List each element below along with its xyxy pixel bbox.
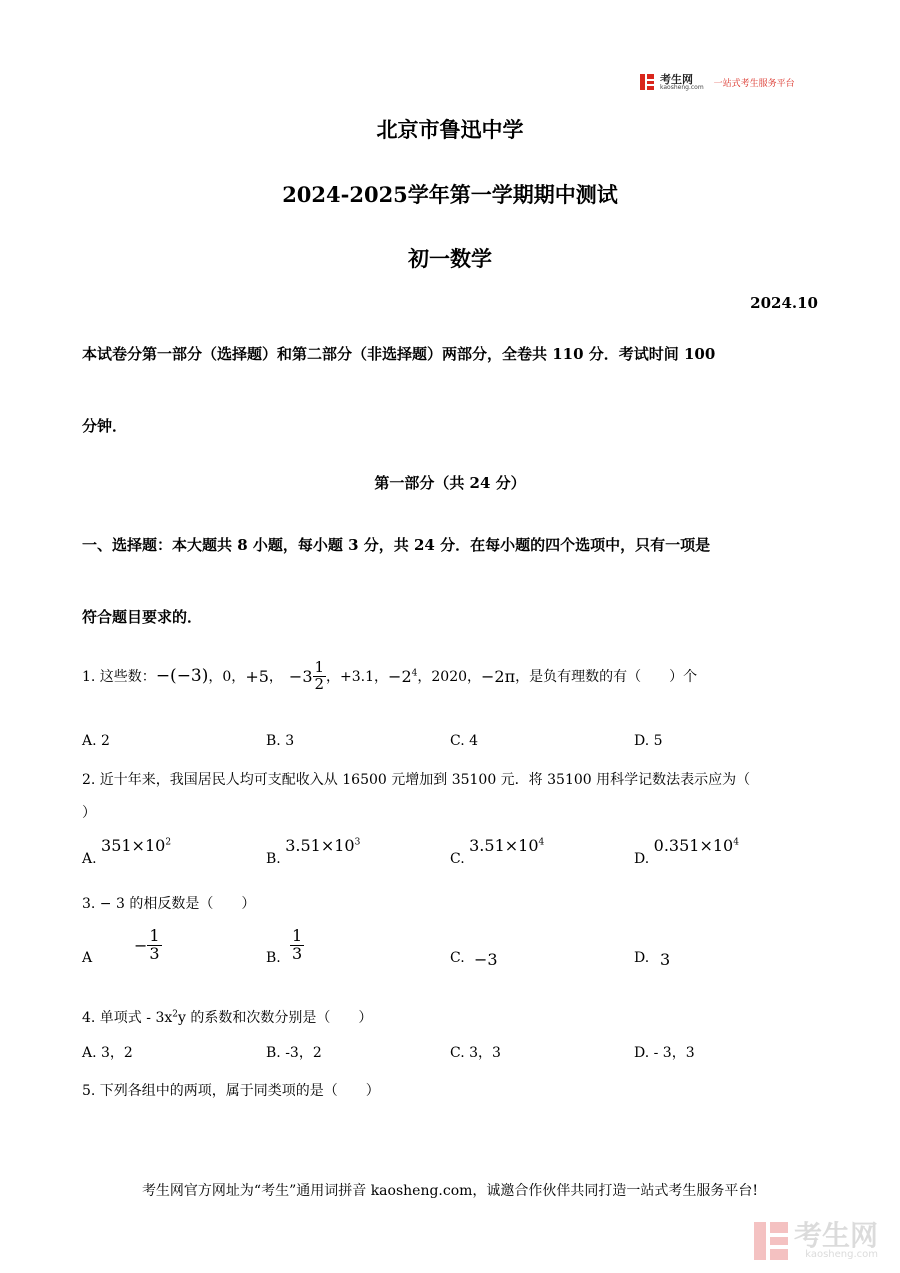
part-one-heading: 第一部分（共 24 分）	[374, 474, 526, 492]
exam-date: 2024.10	[750, 294, 818, 312]
watermark-brand: 考生网	[793, 1219, 878, 1252]
q3-option-b-denominator: 3	[292, 943, 303, 963]
kaosheng-logo-icon	[640, 74, 654, 90]
q1-frac-numerator: 1	[314, 658, 325, 676]
q3-option-b	[290, 928, 304, 963]
q2-option-c-label: C.	[450, 851, 465, 867]
q2-option-b-exp: 3	[354, 837, 361, 848]
subject-title: 初一数学	[408, 246, 492, 271]
q4-option-d: D. - 3，3	[634, 1045, 695, 1061]
q3-option-b-numerator: 1	[292, 926, 303, 945]
section-one-line-1: 一、选择题：本大题共 8 小题，每小题 3 分，共 24 分．在每小题的四个选项中，只有一项是	[82, 536, 711, 554]
question-5-stem: 5. 下列各组中的两项，属于同类项的是（ ）	[82, 1083, 380, 1099]
q1-number-5-exp: 4	[411, 668, 418, 679]
q2-option-b-base: 3.51×10	[285, 836, 355, 855]
q1-number-5-base: −2	[388, 666, 412, 686]
logo-domain: kaosheng.com	[660, 83, 704, 91]
q1-number-3-int: −3	[288, 666, 313, 686]
question-2-stem-line-1: 2. 近十年来，我国居民人均可支配收入从 16500 元增加到 35100 元．将 35100 用科学记数法表示应为（	[82, 772, 751, 788]
q3-option-a	[134, 928, 162, 963]
q2-option-b	[266, 836, 361, 867]
q3-option-b-label: B.	[266, 950, 281, 966]
q1-option-b: B. 3	[266, 733, 295, 749]
q1-sep-3: ，+3.1，	[326, 669, 389, 686]
question-4-stem	[82, 1007, 372, 1027]
q2-option-c-base: 3.51×10	[469, 836, 539, 855]
q1-option-a: A. 2	[82, 733, 110, 749]
q1-option-c: C. 4	[450, 733, 479, 749]
q2-option-d-label: D.	[634, 851, 650, 867]
q1-number-3-fraction	[313, 660, 327, 693]
q3-option-a-label: A	[82, 950, 93, 966]
exam-title: 2024-2025学年第一学期期中测试	[282, 182, 618, 207]
q2-option-d-exp: 4	[733, 837, 739, 848]
q3-option-a-sign: −	[134, 935, 148, 955]
section-one-line-2: 符合题目要求的．	[82, 608, 203, 626]
logo-slogan: 一站式考生服务平台	[713, 78, 795, 89]
q1-sep-2: ，	[268, 669, 283, 686]
q3-option-c-value: −3	[474, 950, 498, 969]
q4-option-a: A. 3，2	[82, 1045, 133, 1061]
q3-option-a-numerator: 1	[149, 926, 160, 945]
logo-brand-name: 考生网	[660, 72, 693, 86]
question-3-stem: 3. − 3 的相反数是（ ）	[82, 896, 256, 912]
q2-option-c	[450, 836, 545, 867]
header-logo	[640, 72, 795, 92]
watermark-logo-icon	[754, 1222, 788, 1260]
q1-sep-4: ，2020，	[417, 669, 482, 686]
q2-option-a	[82, 836, 172, 867]
q3-option-a-denominator: 3	[149, 943, 160, 963]
q1-suffix: ，是负有理数的有（ ）个	[515, 669, 698, 686]
q4-stem-pre: 4. 单项式 - 3x	[82, 1010, 173, 1026]
q1-prefix: 1. 这些数：	[82, 669, 156, 686]
intro-line-1: 本试卷分第一部分（选择题）和第二部分（非选择题）两部分，全卷共 110 分．考试时间 100	[82, 345, 716, 363]
q3-option-d-value: 3	[660, 950, 671, 969]
q2-option-b-label: B.	[266, 851, 281, 867]
q3-option-c-label: C.	[450, 950, 465, 966]
question-1-stem	[82, 660, 697, 693]
q1-number-5	[388, 667, 417, 686]
footer-note: 考生网官方网址为“考生”通用词拼音 kaosheng.com，诚邀合作伙伴共同打造一站式考生服务平台!	[141, 1183, 759, 1199]
q1-number-1: −(−3)	[155, 666, 209, 687]
q1-option-d: D. 5	[634, 733, 663, 749]
q4-option-c: C. 3，3	[450, 1045, 501, 1061]
q2-option-a-label: A.	[82, 851, 97, 867]
q4-stem-post: y 的系数和次数分别是（ ）	[177, 1010, 373, 1026]
q2-option-d	[634, 836, 739, 867]
watermark	[754, 1219, 878, 1260]
q2-option-a-exp: 2	[165, 837, 172, 848]
q4-option-b: B. -3，2	[266, 1045, 322, 1061]
q2-option-d-base: 0.351×10	[653, 836, 734, 855]
q1-number-2: +5	[245, 666, 269, 686]
intro-line-2: 分钟．	[82, 417, 128, 435]
q3-option-d-label: D.	[634, 950, 650, 966]
question-2-stem-line-2: ）	[82, 805, 96, 821]
school-title: 北京市鲁迅中学	[376, 117, 524, 142]
q1-number-7: −2π	[481, 666, 516, 686]
q2-option-c-exp: 4	[538, 837, 545, 848]
q1-frac-denominator: 2	[314, 674, 325, 693]
watermark-domain: kaosheng.com	[805, 1249, 878, 1260]
q1-sep-1: ，0，	[208, 669, 246, 686]
q4-stem-exp: 2	[172, 1009, 178, 1020]
q2-option-a-base: 351×10	[101, 836, 166, 855]
